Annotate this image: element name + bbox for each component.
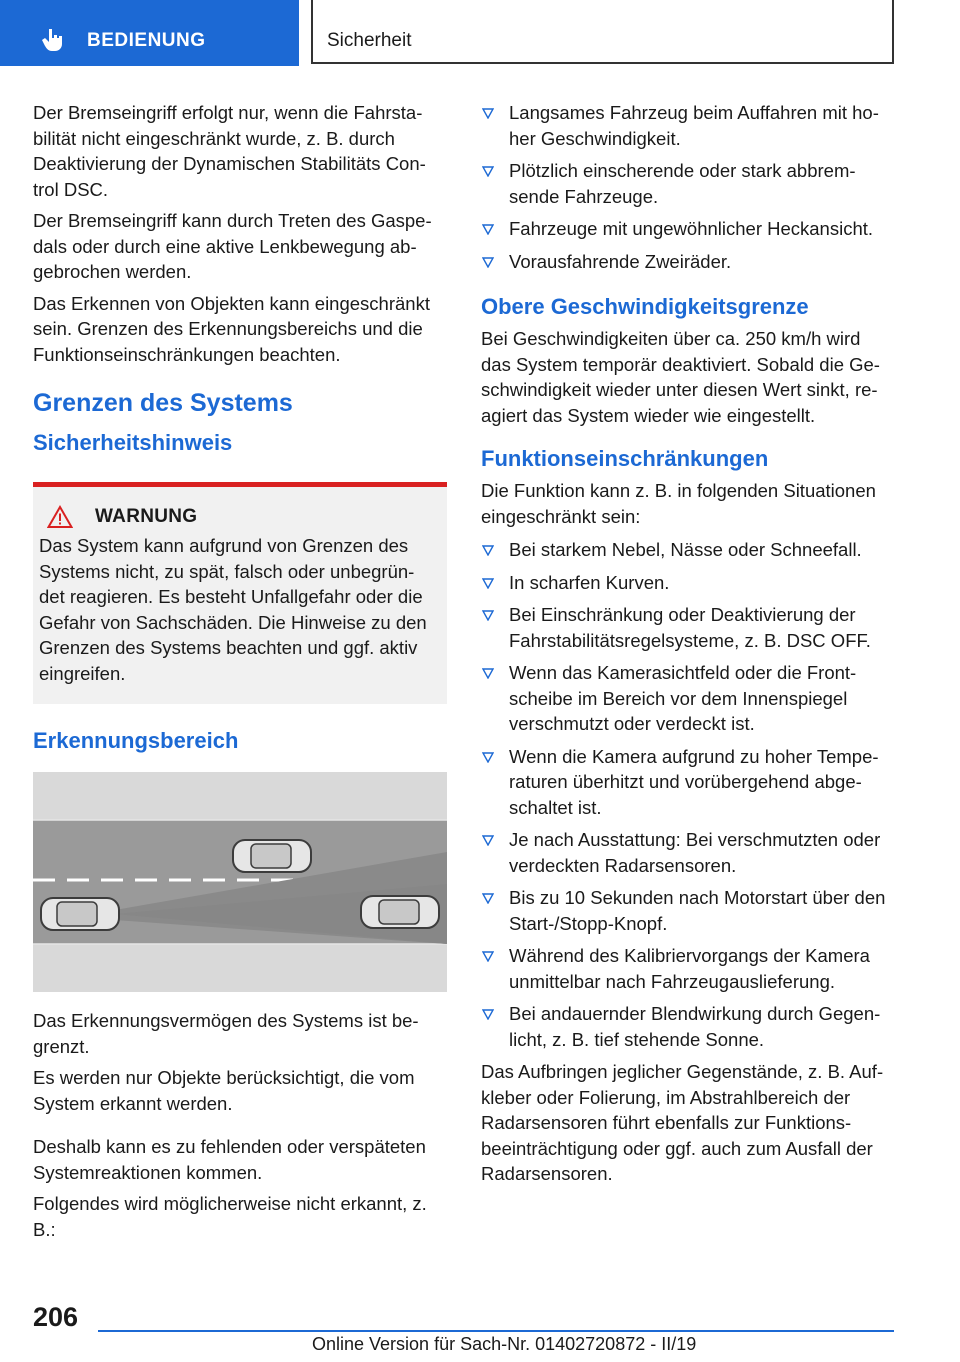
paragraph: Das Erkennungsvermögen des Systems ist be- grenzt. [33, 1010, 419, 1057]
list-item [481, 827, 894, 878]
paragraph: Das Erkennen von Objekten kann eingeschränkt sein. Grenzen des Erkennungsbereichs und die Funktionseinschränkungen beachten. [33, 292, 430, 365]
limitations-list [481, 537, 894, 1052]
heading-safety: Sicherheitshinweis [33, 430, 233, 455]
list-item-text: Bis zu 10 Sekunden nach Motorstart über den Start-/Stopp-Knopf. [509, 887, 886, 934]
footer-divider [98, 1330, 894, 1332]
list-item [481, 216, 894, 242]
list-item [481, 158, 894, 209]
list-item-text: Fahrzeuge mit ungewöhnlicher Heckansicht. [509, 218, 874, 239]
list-item-text: In scharfen Kurven. [509, 571, 670, 593]
section-tab [0, 0, 299, 66]
triangle-bullet-icon [482, 545, 494, 556]
heading-limits: Grenzen des Systems [33, 389, 293, 417]
paragraph: Der Bremseingriff erfolgt nur, wenn die Fahrsta- bilität nicht eingeschränkt wurde, z. B. durch Deaktivierung der Dynamischen Stabilitäts Con- trol DSC. [33, 102, 426, 200]
list-item-text: Je nach Ausstattung: Bei verschmutzten oder verdeckten Radarsensoren. [509, 829, 881, 876]
list-item-text: Wenn das Kamerasichtfeld oder die Front- scheibe im Bereich vor dem Innenspiegel verschmutzt oder verdeckt ist. [509, 662, 857, 734]
list-item [481, 744, 894, 821]
list-item [481, 100, 894, 151]
paragraph: Deshalb kann es zu fehlenden oder verspäteten Systemreaktionen kommen. [33, 1136, 426, 1183]
paragraph: Es werden nur Objekte berücksichtigt, die vom System erkannt werden. [33, 1067, 415, 1114]
triangle-bullet-icon [482, 951, 494, 962]
warning-box [33, 482, 447, 704]
list-item [481, 943, 894, 994]
list-item [481, 537, 894, 563]
list-item [481, 249, 894, 275]
car-ahead-left-lane [233, 840, 311, 872]
car-ahead-same-lane [361, 896, 439, 928]
paragraph: Folgendes wird möglicherweise nicht erkannt, z. B.: [33, 1193, 427, 1240]
list-item [481, 660, 894, 737]
hand-pointer-icon [40, 26, 66, 52]
list-item [481, 885, 894, 936]
list-item [481, 1001, 894, 1052]
heading-detection: Erkennungsbereich [33, 728, 239, 753]
chapter-header [311, 0, 894, 64]
road-diagram [33, 772, 447, 992]
triangle-bullet-icon [482, 752, 494, 763]
list-item [481, 570, 894, 596]
warning-text: Das System kann aufgrund von Grenzen des Systems nicht, zu spät, falsch oder unbegrün- det reagieren. Es besteht Unfallgefahr oder die Gefahr von Sachschäden. Die Hinweise zu den Grenzen des Systems beachten und ggf. aktiv eingreifen. [39, 535, 427, 684]
list-item-text: Bei starkem Nebel, Nässe oder Schneefall. [509, 539, 862, 560]
warning-title: WARNUNG [95, 506, 198, 527]
triangle-bullet-icon [482, 224, 494, 235]
list-item [481, 602, 894, 653]
triangle-bullet-icon [482, 1009, 494, 1020]
own-car [41, 898, 119, 930]
paragraph: Das Aufbringen jeglicher Gegenstände, z. B. Auf- kleber oder Folierung, im Abstrahlbereich der Radarsensoren führt ebenfalls zur Funktions- beeinträchtigung oder ggf. auch zum Ausfall der Radarsensoren. [481, 1061, 884, 1184]
paragraph: Bei Geschwindigkeiten über ca. 250 km/h wird das System temporär deaktiviert. Sobald die Ge- schwindigkeit wieder unter diesen Wert sinkt, re- agiert das System wieder wie eingestellt. [481, 328, 880, 426]
right-column [481, 100, 894, 1193]
not-detected-list [481, 100, 894, 274]
warning-triangle-icon [47, 505, 73, 529]
triangle-bullet-icon [482, 108, 494, 119]
list-item-text: Plötzlich einscherende oder stark abbrem- sende Fahrzeuge. [509, 160, 856, 207]
list-item-text: Während des Kalibriervorgangs der Kamera unmittelbar nach Fahrzeugauslieferung. [509, 945, 870, 992]
footer-text: Online Version für Sach-Nr. 01402720872 - II/19 [312, 1334, 697, 1354]
triangle-bullet-icon [482, 835, 494, 846]
triangle-bullet-icon [482, 578, 494, 589]
left-column [33, 100, 447, 1248]
list-item-text: Bei andauernder Blendwirkung durch Gegen- licht, z. B. tief stehende Sonne. [509, 1003, 881, 1050]
triangle-bullet-icon [482, 668, 494, 679]
chapter-title: Sicherheit [327, 30, 412, 51]
paragraph: Der Bremseingriff kann durch Treten des Gaspe- dals oder durch eine aktive Lenkbewegung ab- gebrochen werden. [33, 210, 432, 282]
list-item-text: Wenn die Kamera aufgrund zu hoher Tempe- raturen überhitzt und vorübergehend abge- schaltet ist. [509, 745, 879, 818]
heading-upper-speed-limit: Obere Geschwindigkeitsgrenze [481, 294, 809, 319]
triangle-bullet-icon [482, 893, 494, 904]
triangle-bullet-icon [482, 610, 494, 621]
detection-range-illustration [33, 772, 447, 992]
heading-function-limitations: Funktionseinschränkungen [481, 446, 769, 471]
list-item-text: Bei Einschränkung oder Deaktivierung der Fahrstabilitätsregelsysteme, z. B. DSC OFF. [509, 604, 871, 651]
warning-header [39, 505, 437, 529]
list-item-text: Vorausfahrende Zweiräder. [509, 250, 732, 272]
list-item-text: Langsames Fahrzeug beim Auffahren mit ho- her Geschwindigkeit. [509, 102, 879, 149]
triangle-bullet-icon [482, 257, 494, 268]
triangle-bullet-icon [482, 166, 494, 177]
page-number: 206 [33, 1302, 79, 1332]
section-tab-label: BEDIENUNG [87, 30, 206, 51]
paragraph: Die Funktion kann z. B. in folgenden Situationen eingeschränkt sein: [481, 480, 876, 527]
